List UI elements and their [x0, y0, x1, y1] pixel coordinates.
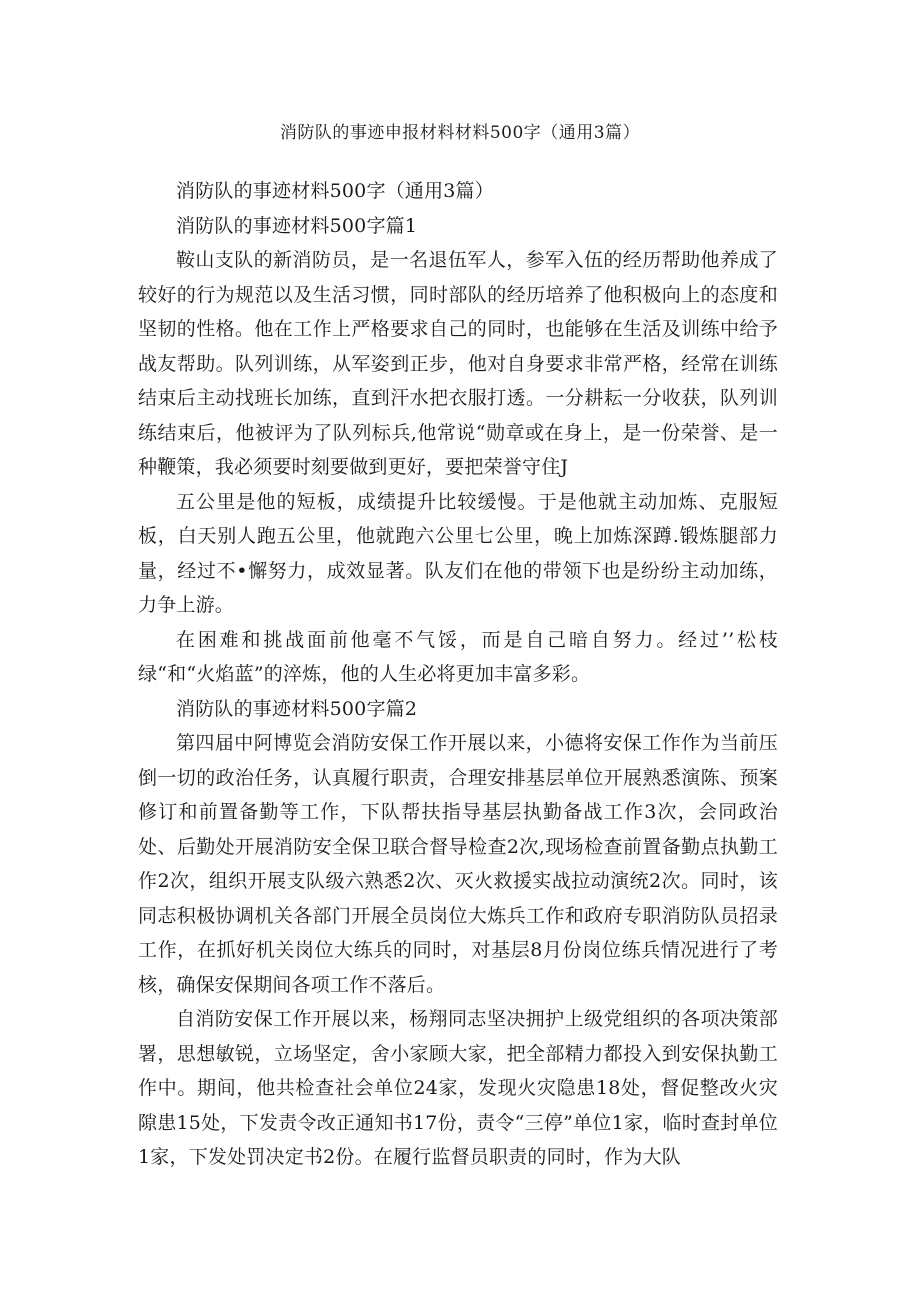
section-heading-main: 消防队的事迹材料500字（通用3篇）	[176, 180, 494, 202]
body-paragraph: 第四届中阿博览会消防安保工作开展以来，小德将安保工作作为当前压倒一切的政治任务，认真履行职责，合理安排基层单位开展熟悉演陈、预案修订和前置备勤等工作，下队帮扶指导基层执勤备战工作3次，会同政治处、后勤处开展消防安全保卫联合督导检查2次,现场检查前置备勤点执勤工作2次，组织开展支队级六熟悉2次、灭火救援实战拉动演统2次。同时，该同志积极协调机关各部门开展全员岗位大炼兵工作和政府专职消防队员招录工作，在抓好机关岗位大练兵的同时，对基层8月份岗位练兵情况进行了考核，确保安保期间各项工作不落后。	[138, 732, 778, 996]
document-title: 消防队的事迹申报材料材料500字（通用3篇）	[279, 123, 641, 143]
document-body	[138, 174, 778, 1175]
body-paragraph: 五公里是他的短板，成绩提升比较缓慢。于是他就主动加炼、克服短板，白天别人跑五公里，他就跑六公里七公里，晚上加炼深蹲.锻炼腿部力量，经过不•懈努力，成效显著。队友们在他的带领下也是纷纷主动加练，力争上游。	[138, 490, 778, 616]
body-paragraph: 在困难和挑战面前他毫不气馁，而是自己暗自努力。经过’’松枝绿“和“火焰蓝”的淬炼，他的人生必将更加丰富多彩。	[138, 628, 778, 685]
section-heading-part1: 消防队的事迹材料500字篇1	[176, 214, 418, 237]
body-paragraph: 自消防安保工作开展以来，杨翔同志坚决拥护上级党组织的各项决策部署，思想敏锐，立场坚定，舍小家顾大家，把全部精力都投入到安保执勤工作中。期间，他共检查社会单位24家，发现火灾隐患18处，督促整改火灾隙患15处，下发责令改正通知书17份，责令“三停”单位1家，临时查封单位1家，下发处罚决定书2份。在履行监督员职责的同时，作为大队	[138, 1008, 778, 1168]
body-paragraph: 鞍山支队的新消防员，是一名退伍军人，参军入伍的经历帮助他养成了较好的行为规范以及生活习惯，同时部队的经历培养了他积极向上的态度和坚韧的性格。他在工作上严格要求自己的同时，也能够在生活及训练中给予战友帮助。队列训练，从军姿到正步，他对自身要求非常严格，经常在训练结束后主动找班长加练，直到汗水把衣服打透。一分耕耘一分收获，队列训练结束后，他被评为了队列标兵,他常说“勋章或在身上，是一份荣誉、是一种鞭策，我必须要时刻要做到更好，要把荣誉守住J	[138, 249, 778, 478]
section-heading-part2: 消防队的事迹材料500字篇2	[176, 697, 418, 720]
